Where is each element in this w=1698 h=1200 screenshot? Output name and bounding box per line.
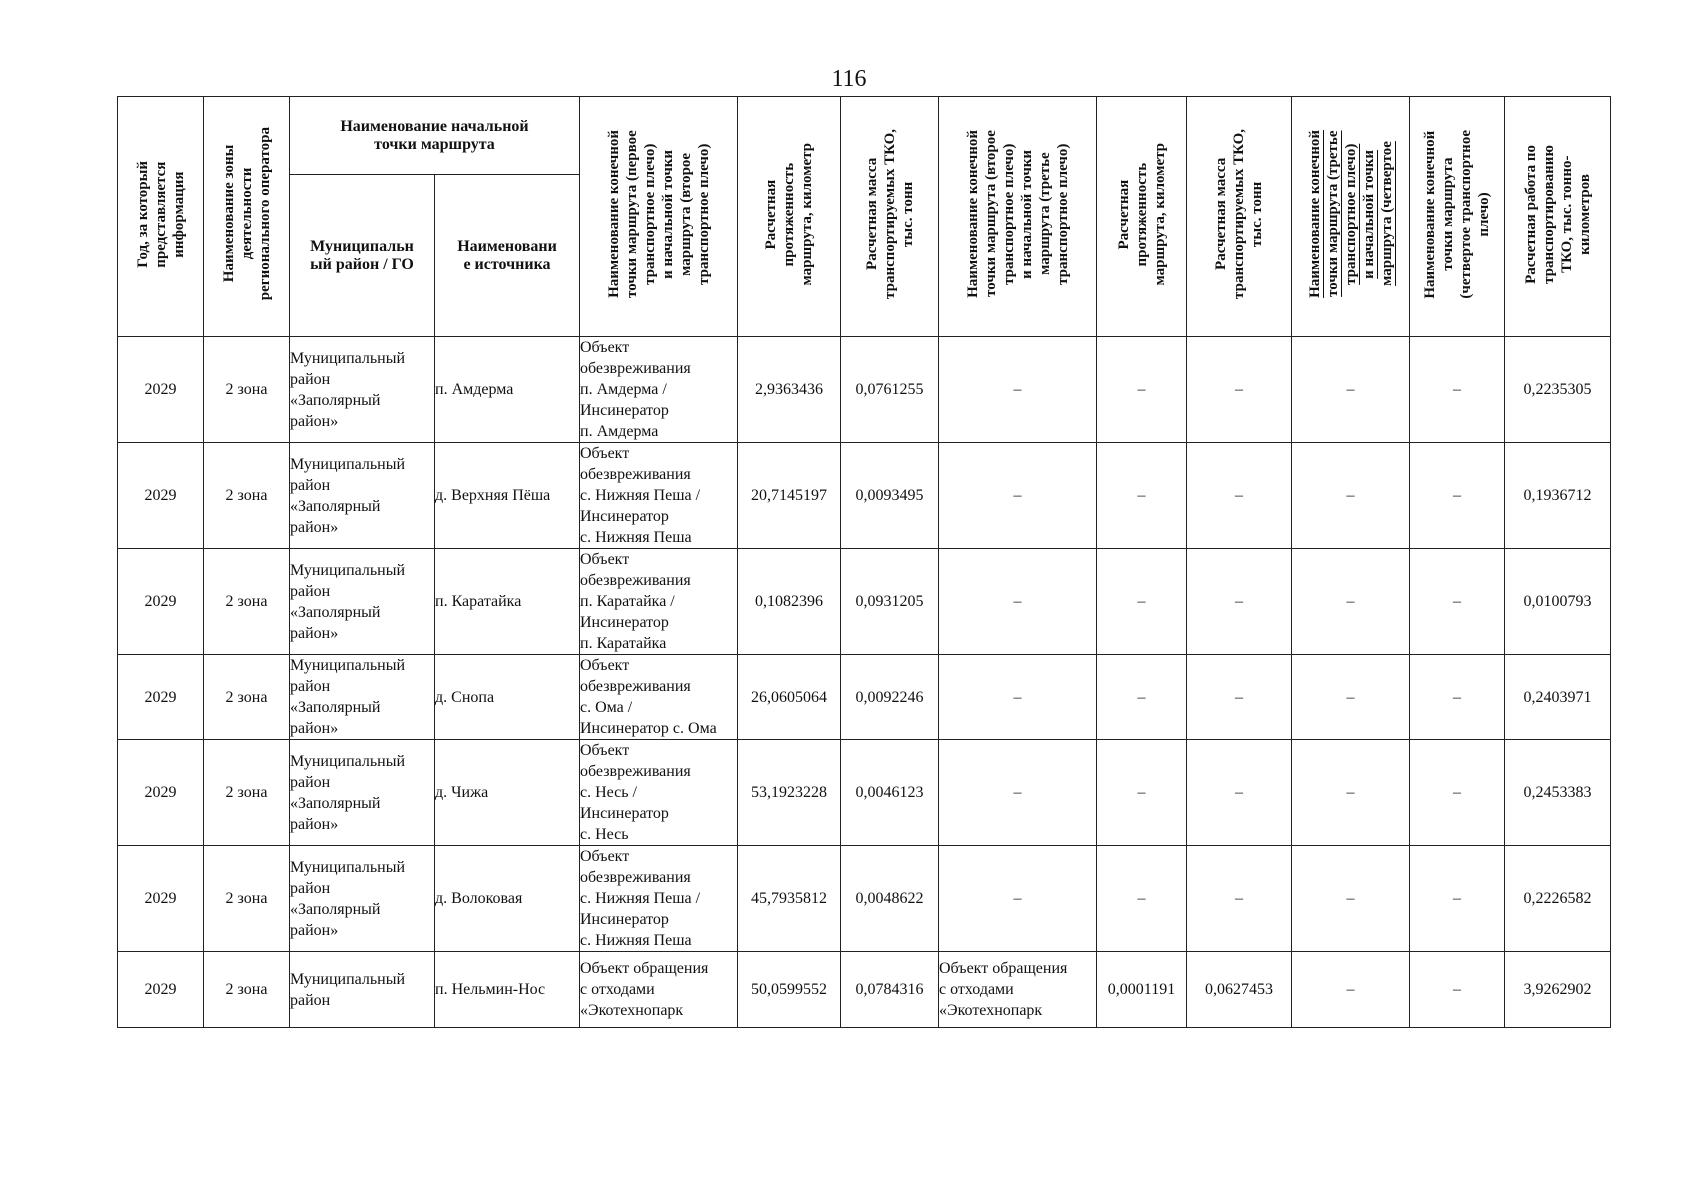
cell-work: 0,2235305 — [1505, 337, 1611, 443]
cell-source: п. Нельмин-Нос — [435, 952, 580, 1028]
header-zone: Наименование зоны деятельности регионального оператора — [204, 97, 290, 337]
table-row — [118, 337, 1611, 443]
cell-length-1: 2,9363436 — [738, 337, 841, 443]
cell-mass-2: – — [1187, 655, 1292, 740]
cell-source: д. Снопа — [435, 655, 580, 740]
cell-year: 2029 — [118, 846, 204, 952]
cell-end-point-2: – — [939, 443, 1097, 549]
cell-length-1: 20,7145197 — [738, 443, 841, 549]
cell-length-1: 53,1923228 — [738, 740, 841, 846]
cell-length-2: – — [1097, 549, 1187, 655]
cell-end-point-4: – — [1410, 740, 1505, 846]
cell-end-point-1: Объект обезвреживания с. Нижняя Пеша / Инсинератор с. Нижняя Пеша — [580, 443, 738, 549]
cell-end-point-2: – — [939, 655, 1097, 740]
cell-end-point-4: – — [1410, 549, 1505, 655]
header-year: Год, за который представляется информация — [118, 97, 204, 337]
header-work: Расчетная работа по транспортированию ТКО, тыс. тонно- километров — [1505, 97, 1611, 337]
cell-year: 2029 — [118, 740, 204, 846]
header-mass-1: Расчетная масса транспортируемых ТКО, тыс. тонн — [841, 97, 939, 337]
cell-length-2: – — [1097, 337, 1187, 443]
cell-zone: 2 зона — [204, 655, 290, 740]
cell-length-1: 26,0605064 — [738, 655, 841, 740]
cell-end-point-1: Объект обезвреживания п. Амдерма / Инсинератор п. Амдерма — [580, 337, 738, 443]
cell-mass-1: 0,0092246 — [841, 655, 939, 740]
table-row — [118, 740, 1611, 846]
cell-mass-2: – — [1187, 846, 1292, 952]
cell-end-point-3: – — [1292, 952, 1410, 1028]
cell-source: п. Амдерма — [435, 337, 580, 443]
cell-length-2: – — [1097, 655, 1187, 740]
header-mass-2: Расчетная масса транспортируемых ТКО, тыс. тонн — [1187, 97, 1292, 337]
table-row — [118, 655, 1611, 740]
header-end-point-2: Наименование конечной точки маршрута (второе транспортное плечо) и начальной точки маршрута (третье транспортное плечо) — [939, 97, 1097, 337]
cell-municipality: Муниципальный район «Заполярный район» — [290, 740, 435, 846]
header-end-point-3: Наименование конечной точки маршрута (третье транспортное плечо) и начальной точки маршрута (четвертое — [1292, 97, 1410, 337]
cell-end-point-1: Объект обезвреживания с. Ома / Инсинератор с. Ома — [580, 655, 738, 740]
table-row — [118, 952, 1611, 1028]
cell-year: 2029 — [118, 549, 204, 655]
cell-year: 2029 — [118, 655, 204, 740]
cell-zone: 2 зона — [204, 443, 290, 549]
cell-length-1: 50,0599552 — [738, 952, 841, 1028]
header-end-point-1: Наименование конечной точки маршрута (первое транспортное плечо) и начальной точки маршрута (второе транспортное плечо) — [580, 97, 738, 337]
cell-source: п. Каратайка — [435, 549, 580, 655]
cell-length-1: 45,7935812 — [738, 846, 841, 952]
cell-end-point-4: – — [1410, 655, 1505, 740]
cell-mass-1: 0,0761255 — [841, 337, 939, 443]
cell-work: 3,9262902 — [1505, 952, 1611, 1028]
cell-end-point-2: – — [939, 740, 1097, 846]
header-length-2: Расчетная протяженность маршрута, километр — [1097, 97, 1187, 337]
cell-end-point-2: – — [939, 846, 1097, 952]
cell-length-2: – — [1097, 443, 1187, 549]
cell-municipality: Муниципальный район «Заполярный район» — [290, 443, 435, 549]
cell-end-point-3: – — [1292, 337, 1410, 443]
cell-zone: 2 зона — [204, 846, 290, 952]
cell-work: 0,1936712 — [1505, 443, 1611, 549]
header-municipality: Муниципальн ый район / ГО — [290, 175, 435, 337]
cell-work: 0,2403971 — [1505, 655, 1611, 740]
cell-mass-2: – — [1187, 337, 1292, 443]
cell-source: д. Верхняя Пёша — [435, 443, 580, 549]
cell-end-point-3: – — [1292, 549, 1410, 655]
cell-mass-1: 0,0093495 — [841, 443, 939, 549]
header-start-point-group: Наименование начальной точки маршрута — [290, 97, 580, 175]
cell-end-point-4: – — [1410, 337, 1505, 443]
cell-mass-1: 0,0046123 — [841, 740, 939, 846]
cell-work: 0,2226582 — [1505, 846, 1611, 952]
cell-end-point-3: – — [1292, 443, 1410, 549]
cell-municipality: Муниципальный район «Заполярный район» — [290, 846, 435, 952]
cell-municipality: Муниципальный район «Заполярный район» — [290, 549, 435, 655]
cell-mass-2: – — [1187, 740, 1292, 846]
cell-end-point-1: Объект обезвреживания п. Каратайка / Инсинератор п. Каратайка — [580, 549, 738, 655]
cell-end-point-3: – — [1292, 740, 1410, 846]
cell-length-2: 0,0001191 — [1097, 952, 1187, 1028]
cell-length-2: – — [1097, 846, 1187, 952]
cell-end-point-4: – — [1410, 846, 1505, 952]
cell-end-point-2: – — [939, 549, 1097, 655]
cell-municipality: Муниципальный район — [290, 952, 435, 1028]
cell-year: 2029 — [118, 337, 204, 443]
cell-mass-1: 0,0048622 — [841, 846, 939, 952]
cell-end-point-3: – — [1292, 846, 1410, 952]
cell-mass-2: – — [1187, 443, 1292, 549]
routes-table — [117, 96, 1611, 1028]
cell-year: 2029 — [118, 443, 204, 549]
table-row — [118, 549, 1611, 655]
cell-zone: 2 зона — [204, 337, 290, 443]
cell-zone: 2 зона — [204, 952, 290, 1028]
cell-zone: 2 зона — [204, 740, 290, 846]
cell-length-2: – — [1097, 740, 1187, 846]
cell-end-point-2: Объект обращения с отходами «Экотехнопарк — [939, 952, 1097, 1028]
cell-length-1: 0,1082396 — [738, 549, 841, 655]
page-number: 116 — [831, 66, 867, 92]
header-length-1: Расчетная протяженность маршрута, километр — [738, 97, 841, 337]
header-row-1 — [118, 97, 1611, 175]
cell-municipality: Муниципальный район «Заполярный район» — [290, 337, 435, 443]
cell-end-point-2: – — [939, 337, 1097, 443]
cell-mass-2: – — [1187, 549, 1292, 655]
cell-zone: 2 зона — [204, 549, 290, 655]
table-row — [118, 846, 1611, 952]
cell-end-point-1: Объект обезвреживания с. Несь / Инсинератор с. Несь — [580, 740, 738, 846]
cell-source: д. Чижа — [435, 740, 580, 846]
cell-mass-1: 0,0931205 — [841, 549, 939, 655]
cell-work: 0,0100793 — [1505, 549, 1611, 655]
cell-work: 0,2453383 — [1505, 740, 1611, 846]
table-row — [118, 443, 1611, 549]
cell-end-point-4: – — [1410, 443, 1505, 549]
cell-end-point-4: – — [1410, 952, 1505, 1028]
header-source: Наименовани е источника — [435, 175, 580, 337]
cell-municipality: Муниципальный район «Заполярный район» — [290, 655, 435, 740]
cell-end-point-1: Объект обезвреживания с. Нижняя Пеша / Инсинератор с. Нижняя Пеша — [580, 846, 738, 952]
cell-source: д. Волоковая — [435, 846, 580, 952]
cell-mass-2: 0,0627453 — [1187, 952, 1292, 1028]
cell-end-point-1: Объект обращения с отходами «Экотехнопарк — [580, 952, 738, 1028]
cell-mass-1: 0,0784316 — [841, 952, 939, 1028]
cell-year: 2029 — [118, 952, 204, 1028]
header-end-point-4: Наименование конечной точки маршрута (четвертое транспортное плечо) — [1410, 97, 1505, 337]
cell-end-point-3: – — [1292, 655, 1410, 740]
